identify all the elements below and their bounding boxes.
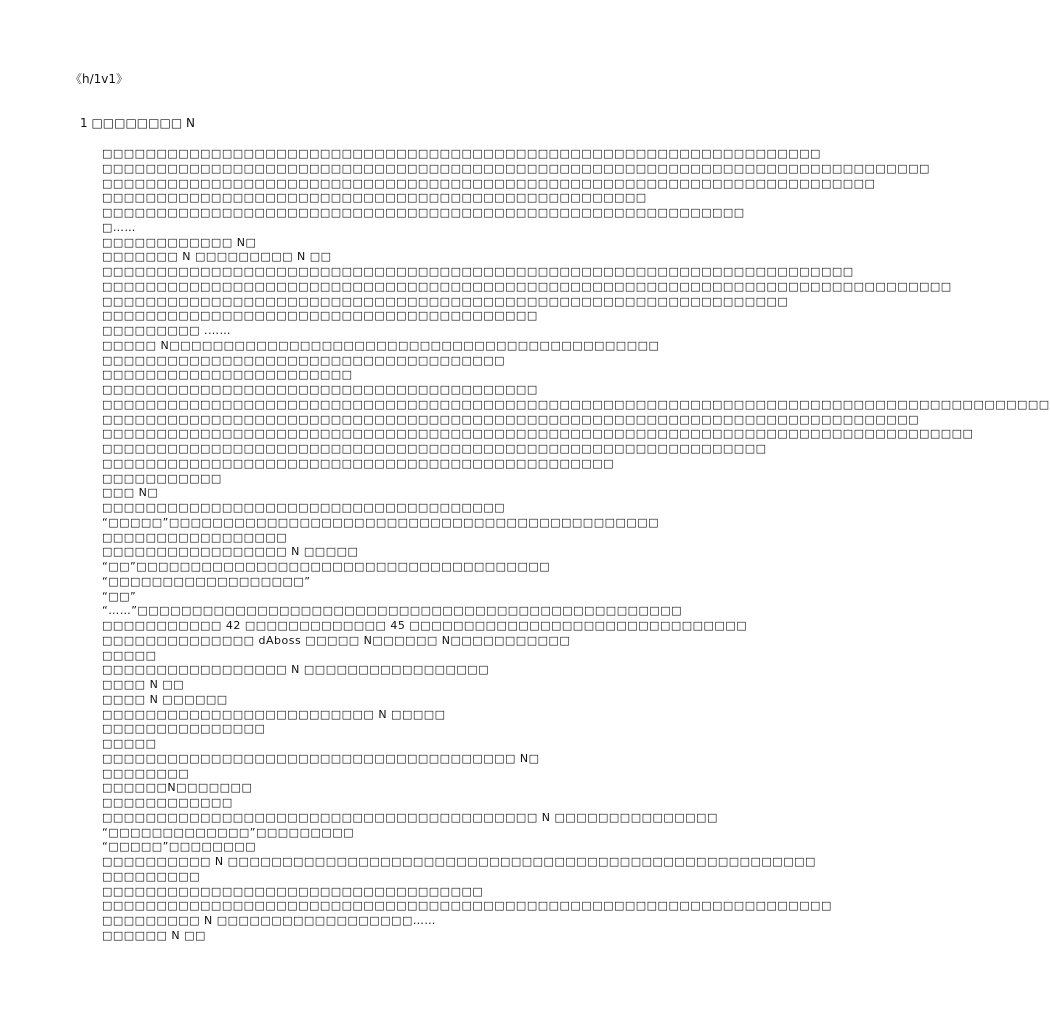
text-line: □□□□□□□□□ .…… <box>102 324 232 337</box>
text-line: □□□□□□□□□□□□□□□□□□□□□□□□□□□□□□□□□□□□□□□□□□□□□□□□□□□□□□□□□□□□□□□□□□□□□ <box>102 265 854 278</box>
body-text <box>102 147 1050 944</box>
text-line: “□□□□□□□□□□□□□□□□□□” <box>102 574 311 588</box>
text-line: □□□□□□□□□□□□ <box>102 796 233 809</box>
text-line: □□□□□□□□□ N □□□□□□□□□□□□□□□□□□…… <box>102 914 436 927</box>
text-line: □□□□□□□□□□□□□□□□□□□□□□□□□□□□□□□□□□□□□□□□□□□□□□□□□□□□□□□□□□□□□□□□□□□□□□□□□□□□ <box>102 161 930 175</box>
text-line: □□□□□□□□□□□□□□□□□ N □□□□□ <box>102 545 359 559</box>
text-line: □□□□□ <box>102 648 157 662</box>
text-line: □□□□□□□□□□□□□□□ <box>102 722 266 736</box>
text-line: □□□□□□□□□□□□□□ dAboss □□□□□ N□□□□□□ N□□□□□□□□□□□ <box>102 633 571 647</box>
text-line: □□□□ N □□ <box>102 678 185 691</box>
text-line: “□□□□□”□□□□□□□□ <box>102 840 257 854</box>
text-line: □…… <box>102 220 136 234</box>
text-line: □□□□□□□ N □□□□□□□□□ N □□ <box>102 250 332 264</box>
text-line: □□□□□□□□□□□□□□□□□□□□□□□□□□□□□□□□□□□□□□□□□□□□□□□□□□□□□□□□□□□ <box>102 206 745 219</box>
text-line: “……”□□□□□□□□□□□□□□□□□□□□□□□□□□□□□□□□□□□□□□□□□□□□□□□□□□ <box>102 604 683 618</box>
text-line: □□□□□□□□□□□□□□□□□□□□□□□□□□□□□□□□□□□□□□□□□□□□□□□□□□□□□□□□□□□□□□□□□□□□□□□□□□□□□□□□□□□□□□□ <box>102 397 1050 411</box>
text-line: □□□□□□□□□□□□□□□□□ N □□□□□□□□□□□□□□□□□ <box>102 663 490 677</box>
text-line: □□□□□□□□□□□□□□□□□□□□□□□□□□□□□□□□□□□□□□□□ N □□□□□□□□□□□□□□□ <box>102 810 718 824</box>
text-line: □□□□□□□□□□□□□□□□□□□□□□□□□□□□□□□□□□□□□□□□□□□□□□□□□□□□□□□□□□□□□□□□□□□□□□□ <box>102 176 876 190</box>
text-line: □□□□□□□□□□ N □□□□□□□□□□□□□□□□□□□□□□□□□□□□□□□□□□□□□□□□□□□□□□□□□□□□□□ <box>102 855 816 868</box>
text-line: □□□□□ N□□□□□□□□□□□□□□□□□□□□□□□□□□□□□□□□□□□□□□□□□□□□□ <box>102 338 660 352</box>
text-line: □□□□□□ N □□ <box>102 928 206 942</box>
text-line: □□□□□□□□□□□□□□□□□□□□□□□□□ N □□□□□ <box>102 707 446 721</box>
text-line: □□□□□□□□□□□□□□□□□□□□□□□□□□□□□□□□□□□□□□□□□□□□□□□□□□□□□□□□□□□□□□□□□□□□□□□□□□□□□□□□ <box>102 427 974 441</box>
text-line: □□□□□□□□□□□□□□□□□□□□□□□□□□□□□□□□□□□□□□□□□□□□□□□□□□□□□□□□□□□□□□□ <box>102 294 789 308</box>
text-line: □□□□□□□□□□□□□□□□□□□□□□□□□□□□□□□□□□□□□□□□□□□□□□□□□□ <box>102 191 647 205</box>
text-line: □□□□□□□□□□□ <box>102 471 222 485</box>
text-line: “□□□□□”□□□□□□□□□□□□□□□□□□□□□□□□□□□□□□□□□□□□□□□□□□□□□ <box>102 515 660 529</box>
text-line: □□□□□□□□□□□□□□□□□□□□□□□□□□□□□□□□□□□□□ <box>102 353 506 367</box>
text-line: “□□□□□□□□□□□□□”□□□□□□□□□ <box>102 825 355 839</box>
chapter-heading: 1 □□□□□□□□ N <box>80 116 195 130</box>
text-line: □□□□□□□□□□□□□□□□□ <box>102 530 288 544</box>
text-line: □□□□□□□□□□□□□□□□□□□□□□□□□□□□□□□□□□□□□□□□□□□□□□□□□□□□□□□□□□□□□□□□□□□ <box>102 899 832 913</box>
text-line: □□□□□□□□□□□□□□□□□□□□□□□ <box>102 368 353 382</box>
text-line: □□□□□□□□□□□□ N□ <box>102 235 257 249</box>
text-line: □□□□□□□□□□□□□□□□□□□□□□□□□□□□□□□□□□□□□□□□□□□□□□□□□□□□□□□□□□□□□□□□□□ <box>102 147 821 160</box>
text-line: □□□□□□N□□□□□□□ <box>102 781 253 795</box>
text-line: □□□□□□□□ <box>102 766 190 780</box>
text-line: □□□□□□□□□□□□□□□□□□□□□□□□□□□□□□□□□□□□□□ N□ <box>102 751 540 765</box>
text-line: □□□□□□□□□□□□□□□□□□□□□□□□□□□□□□□□□□□□□□□□ <box>102 309 538 323</box>
text-line: □□□□□□□□□□□□□□□□□□□□□□□□□□□□□□□□□□□□□□□□ <box>102 383 538 396</box>
text-line: □□□□□□□□□□□□□□□□□□□□□□□□□□□□□□□□□□□ <box>102 884 484 898</box>
text-line: □□□□□□□□□□□□□□□□□□□□□□□□□□□□□□□□□□□□□□□□□□□□□□□ <box>102 456 614 470</box>
text-line: □□□□□□□□□□□□□□□□□□□□□□□□□□□□□□□□□□□□□ <box>102 501 506 514</box>
text-line: □□□□□□□□□□□□□□□□□□□□□□□□□□□□□□□□□□□□□□□□□□□□□□□□□□□□□□□□□□□□□□□□□□□□□□□□□□□ <box>102 412 919 426</box>
text-line: □□□□□□□□□□□ 42 □□□□□□□□□□□□□ 45 □□□□□□□□□□□□□□□□□□□□□□□□□□□□□□□ <box>102 619 748 632</box>
text-line: “□□”□□□□□□□□□□□□□□□□□□□□□□□□□□□□□□□□□□□□□□ <box>102 560 551 573</box>
text-line: □□□ N□ <box>102 486 159 500</box>
text-line: □□□□ N □□□□□□ <box>102 692 228 706</box>
text-line: “□□” <box>102 589 137 603</box>
text-line: □□□□□ <box>102 737 157 750</box>
text-line: □□□□□□□□□□□□□□□□□□□□□□□□□□□□□□□□□□□□□□□□□□□□□□□□□□□□□□□□□□□□□ <box>102 442 767 455</box>
document-title: 《h/1v1》 <box>70 72 129 86</box>
text-line: □□□□□□□□□ <box>102 869 201 883</box>
text-line: □□□□□□□□□□□□□□□□□□□□□□□□□□□□□□□□□□□□□□□□□□□□□□□□□□□□□□□□□□□□□□□□□□□□□□□□□□□□□□ <box>102 279 952 293</box>
